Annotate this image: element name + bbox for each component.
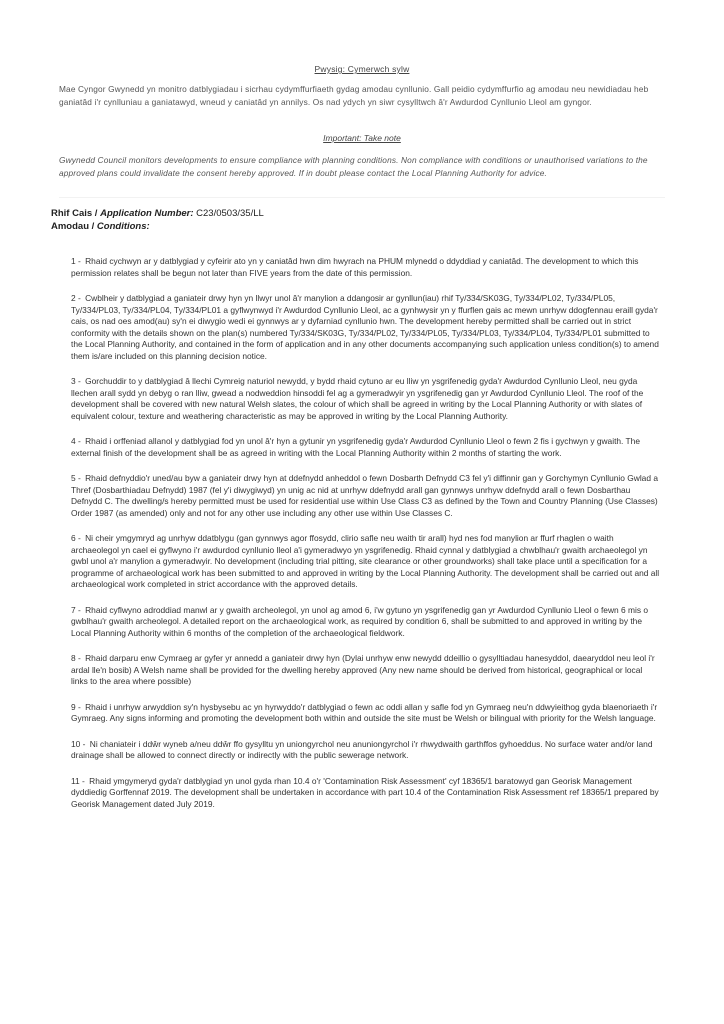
condition-item bbox=[71, 533, 661, 591]
condition-item bbox=[71, 473, 661, 519]
condition-item bbox=[71, 376, 661, 422]
application-label-english: Application Number: bbox=[100, 208, 194, 219]
condition-text: Ni cheir ymgymryd ag unrhyw ddatblygu (gan gynnwys agor ffosydd, clirio safle neu waith tir arall) hyd nes fod manylion ar ffurf rhaglen o waith archaeolegol yn cael ei gyflwyno i'r awdurdod cynllunio lleol a'i gymeradwyo yn ysgrifenedig. Rhaid cynnal y datblygiad a chwblhau'r gwaith archaeolegol yn gwbl unol a'r manylion a gymeradwyir. No development (including trial pitting, site clearance or other groundworks) shall take place until a specification for a programme of archaeological work has been submitted to and approved in writing by the Local Planning Authority. The development shall be carried out and all archaeological work completed in strict accordance with the approved details. bbox=[71, 533, 660, 589]
condition-text: Rhaid darparu enw Cymraeg ar gyfer yr annedd a ganiateir drwy hyn (Dylai unrhyw enw newydd ddeillio o gysylltiadau hanesyddol, daearyddol neu leol i'r ardal lle'n bosib) A Welsh name shall be provided for the dwelling hereby approved (Any new name should be derived from historical, geographical or local links to the area where possible) bbox=[71, 653, 655, 686]
conditions-list bbox=[71, 256, 661, 824]
divider bbox=[59, 197, 665, 198]
english-notice-text: Gwynedd Council monitors developments to ensure compliance with planning conditions. Non compliance with conditions or unauthorised variations to the approved plans could invalidate the consent hereby approved. If in doubt please contact the Local Planning Authority for advice. bbox=[59, 155, 648, 178]
condition-text: Gorchuddir to y datblygiad â llechi Cymreig naturiol newydd, y bydd rhaid cytuno ar eu lliw yn ysgrifenedig gyda'r Awdurdod Cynllunio Lleol, neu gyda llechen arall sydd yn debyg o ran lliw, gwead a nodweddion hinsoddi fel ag a gymeradwyir yn ysgrifenedig gan yr Awdurdod Cynllunio Lleol. The roof of the development shall be covered with new natural Welsh slates, the colour of which shall be agreed in writing by the Local Planning Authority or with slates of equivalent colour, texture and weathering characteristic as may be approved in writing by the Local Planning Authority. bbox=[71, 376, 644, 421]
condition-item bbox=[71, 436, 661, 459]
condition-text: Cwblheir y datblygiad a ganiateir drwy hyn yn llwyr unol â'r manylion a ddangosir ar gynllun(iau) rhif Ty/334/SK03G, Ty/334/PL02, Ty/334/PL05, Ty/334/PL03, Ty/334/PL04, Ty/334/PL01 a gyflwynwyd i'r Awdurdod Cynllunio Lleol, ac a gynhwysir yn y ffurflen gais ac mewn unrhyw ddogfennau eraill gyda'r cais, os nad oes amod(au) sy'n ei diwygio wedi ei gynnwys ar y dyfarniad cynllunio hwn. The development hereby permitted shall be carried out in strict conformity with the details shown on the plan(s) numbered Ty/334/SK03G, Ty/334/PL02, Ty/334/PL05, Ty/334/PL03, Ty/334/PL04, Ty/334/PL01 submitted to the Local Planning Authority, and contained in the form of application and in any other documents accompanying such application unless condition(s) to amend them is/are included on this planning decision notice. bbox=[71, 293, 659, 361]
welsh-notice-title: Pwysig: Cymerwch sylw bbox=[314, 64, 410, 74]
condition-text: Rhaid cychwyn ar y datblygiad y cyfeirir ato yn y caniatâd hwn dim hwyrach na PHUM mlynedd o ddyddiad y caniatâd. The development to which this permission relates shall be begun not later than FIVE years from the date of this permission. bbox=[71, 256, 639, 278]
application-number-line bbox=[51, 208, 264, 219]
condition-number: 6 - bbox=[71, 533, 81, 543]
application-label-welsh: Rhif Cais / bbox=[51, 208, 101, 219]
condition-text: Ni chaniateir i ddŵr wyneb a/neu ddŵr ffo gysylltu yn uniongyrchol neu anuniongyrchol i'r rhwydwaith garthffos gyhoeddus. No surface water and/or land drainage shall be allowed to connect directly or indirectly with the public sewerage network. bbox=[71, 738, 653, 760]
english-notice-title: Important: Take note bbox=[323, 133, 401, 143]
condition-number: 7 - bbox=[71, 604, 81, 615]
condition-number: 5 - bbox=[71, 473, 81, 483]
condition-number: 3 - bbox=[71, 376, 81, 386]
condition-number: 4 - bbox=[71, 436, 81, 446]
conditions-label-english: Conditions: bbox=[96, 221, 150, 232]
condition-item bbox=[71, 739, 661, 762]
conditions-label-welsh: Amodau / bbox=[51, 221, 97, 232]
condition-number: 11 - bbox=[71, 775, 85, 786]
condition-number: 2 - bbox=[71, 293, 81, 303]
condition-text: Rhaid ymgymeryd gyda'r datblygiad yn unol gyda rhan 10.4 o'r 'Contamination Risk Assessment' cyf 18365/1 baratowyd gan Georisk Management dyddiedig Gorffennaf 2019. The development shall be undertaken in accordance with part 10.4 of the Contamination Risk Assessment ref 18365/1 prepared by Georisk Management dated July 2019. bbox=[71, 775, 659, 809]
conditions-heading bbox=[51, 221, 150, 232]
condition-text: Rhaid cyflwyno adroddiad manwl ar y gwaith archeolegol, yn unol ag amod 6, i'w gytuno yn ysgrifenedig gan yr Awdurdod Cynllunio Lleol o fewn 6 mis o gwblhau'r gwaith archeolegol. A detailed report on the archaeological work, as required by condition 6, shall be submitted to and approved in writing by the Local Planning Authority within 6 months of the completion of the archaeological fieldwork. bbox=[71, 604, 648, 638]
welsh-notice-text: Mae Cyngor Gwynedd yn monitro datblygiadau i sicrhau cydymffurfiaeth gydag amodau cynllunio. Gall peidio cydymffurfio ag amodau neu newidiadau heb ganiatâd i'r cynlluniau a ganiatawyd, wneud y caniatâd yn annilys. Os nad ydych yn siwr cysylltwch â'r Awdurdod Cynllunio Lleol am gyngor. bbox=[59, 84, 649, 107]
condition-number: 8 - bbox=[71, 653, 81, 663]
condition-text: Rhaid defnyddio'r uned/au byw a ganiateir drwy hyn at ddefnydd anheddol o fewn Dosbarth Defnydd C3 fel y'i diffinnir gan y Gorchymyn Cynllunio Gwlad a Thref (Dosbarthiadau Defnydd) 1987 (fel y'i diwygiwyd) yn unig ac nid at unrhyw ddefnydd arall gan gynnwys unrhyw ddefnydd arall o fewn Dosbarthau Defnydd C. The dwelling/s hereby permitted must be used for residential use within Use Class C3 as defined by the Town and Country Planning (Use Classes) Order 1987 (as amended) only and not for any other use including any other use within Use Classes C. bbox=[71, 473, 658, 518]
condition-text: Rhaid i unrhyw arwyddion sy'n hysbysebu ac yn hyrwyddo'r datblygiad o fewn ac oddi allan y safle fod yn Gymraeg neu'n ddwyieithog gyda blaenoriaeth i'r Gymraeg. Any signs informing and promoting the development both within and outside the site must be Welsh or bilingual with priority for the Welsh language. bbox=[71, 701, 658, 723]
condition-item bbox=[71, 605, 661, 640]
condition-item bbox=[71, 702, 661, 725]
condition-number: 1 - bbox=[71, 256, 81, 266]
application-number: C23/0503/35/LL bbox=[196, 208, 264, 219]
condition-number: 10 - bbox=[71, 738, 86, 749]
condition-number: 9 - bbox=[71, 701, 81, 712]
condition-item bbox=[71, 776, 661, 811]
condition-item bbox=[71, 293, 661, 362]
condition-text: Rhaid i orffeniad allanol y datblygiad fod yn unol â'r hyn a gytunir yn ysgrifenedig gyda'r Awdurdod Cynllunio Lleol o fewn 2 fis i gychwyn y gwaith. The external finish of the development shall be as agreed in writing with the Local Planning Authority within 2 months of starting the work. bbox=[71, 436, 640, 458]
condition-item bbox=[71, 256, 661, 279]
condition-item bbox=[71, 653, 661, 688]
